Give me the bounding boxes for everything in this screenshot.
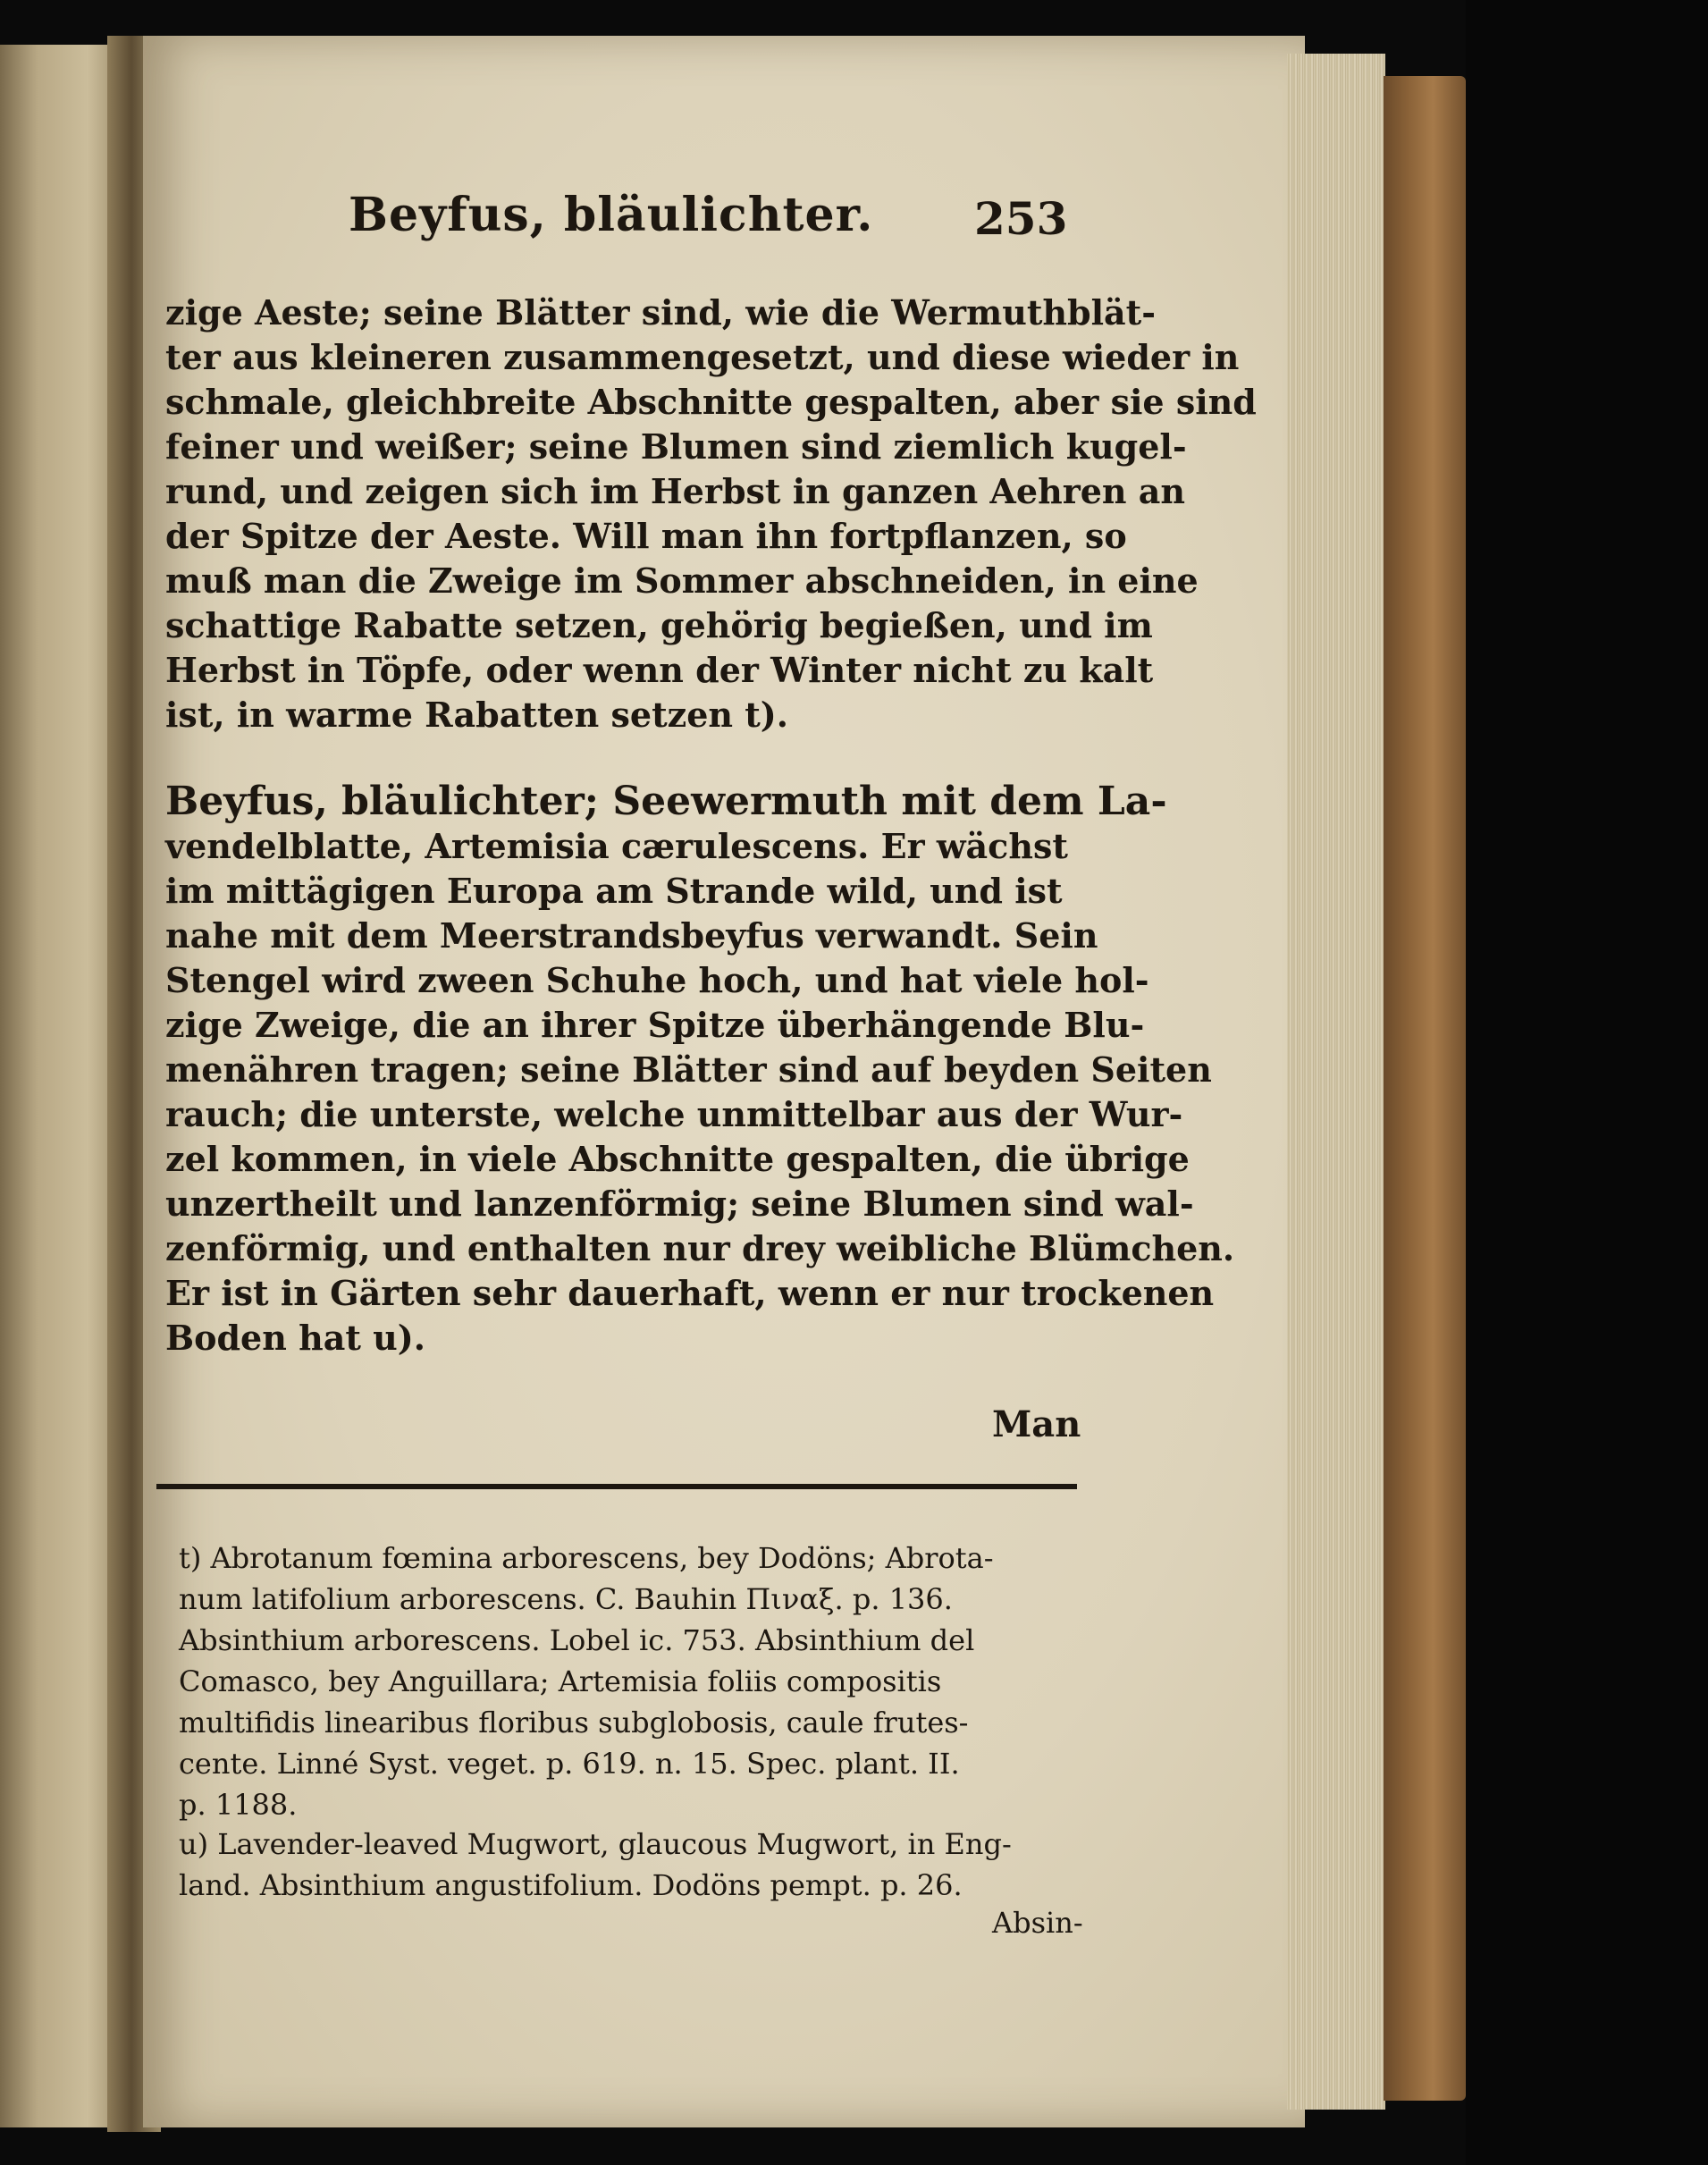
footnote-u	[179, 1824, 1081, 1906]
book-cover-edge	[1384, 76, 1466, 2101]
text-line: Er ist in Gärten sehr dauerhaft, wenn er nur trockenen	[165, 1273, 1215, 1313]
entry-heading-line: Beyfus, bläulichter; Seewermuth mit dem La-	[165, 779, 1167, 824]
left-page-edge	[0, 45, 125, 2127]
text-line: unzertheilt und lanzenförmig; seine Blumen sind wal-	[165, 1184, 1194, 1224]
text-line: zige Zweige, die an ihrer Spitze überhängende Blu-	[165, 1005, 1145, 1045]
catchword: Man	[992, 1403, 1081, 1445]
footnote-line: Comasco, bey Anguillara; Artemisia foliis compositis	[179, 1664, 942, 1698]
page-number: 253	[974, 192, 1068, 245]
footnote-line: Absinthium arborescens. Lobel ic. 753. Absinthium del	[179, 1623, 975, 1657]
text-line: rund, und zeigen sich im Herbst in ganzen Aehren an	[165, 471, 1186, 511]
footnote-line: num latifolium arborescens. C. Bauhin Πιναξ. p. 136.	[179, 1582, 953, 1616]
text-line: ist, in warme Rabatten setzen t).	[165, 695, 789, 735]
text-line: der Spitze der Aeste. Will man ihn fortpflanzen, so	[165, 516, 1127, 556]
footnote-line: u) Lavender-leaved Mugwort, glaucous Mugwort, in Eng-	[179, 1827, 1012, 1861]
text-line: ter aus kleineren zusammengesetzt, und diese wieder in	[165, 337, 1240, 377]
footnote-line: multifidis linearibus floribus subglobosis, caule frutes-	[179, 1706, 969, 1740]
paragraph-continuation	[165, 291, 1257, 737]
footnote-line: cente. Linné Syst. veget. p. 619. n. 15. Spec. plant. II.	[179, 1747, 960, 1781]
text-line: menähren tragen; seine Blätter sind auf beyden Seiten	[165, 1049, 1212, 1090]
text-line: schmale, gleichbreite Abschnitte gespalten, aber sie sind	[165, 382, 1257, 422]
text-line: vendelblatte, Artemisia cærulescens. Er wächst	[165, 826, 1068, 866]
text-line: Herbst in Töpfe, oder wenn der Winter nicht zu kalt	[165, 650, 1154, 690]
text-line: rauch; die unterste, welche unmittelbar aus der Wur-	[165, 1094, 1183, 1134]
page-edges	[1287, 54, 1385, 2110]
text-line: schattige Rabatte setzen, gehörig begießen, und im	[165, 605, 1153, 645]
text-line: nahe mit dem Meerstrandsbeyfus verwandt. Sein	[165, 915, 1098, 956]
text-line: feiner und weißer; seine Blumen sind ziemlich kugel-	[165, 426, 1187, 467]
entry-paragraph	[165, 779, 1235, 1360]
text-line: im mittägigen Europa am Strande wild, und ist	[165, 871, 1063, 911]
footnote-catchword: Absin-	[992, 1906, 1083, 1940]
footnote-t	[179, 1537, 1081, 1825]
footnote-line: p. 1188.	[179, 1788, 298, 1822]
background-shadow	[1466, 0, 1708, 2165]
text-line: Boden hat u).	[165, 1318, 425, 1358]
footnote-line: land. Absinthium angustifolium. Dodöns pempt. p. 26.	[179, 1868, 963, 1902]
text-line: muß man die Zweige im Sommer abschneiden, in eine	[165, 560, 1199, 601]
footnote-line: t) Abrotanum fœmina arborescens, bey Dodöns; Abrota-	[179, 1541, 994, 1575]
text-line: zenförmig, und enthalten nur drey weibliche Blümchen.	[165, 1228, 1235, 1268]
text-line: Stengel wird zween Schuhe hoch, und hat viele hol-	[165, 960, 1149, 1000]
footnote-rule	[156, 1484, 1077, 1489]
text-line: zige Aeste; seine Blätter sind, wie die Wermuthblät-	[165, 292, 1156, 333]
running-head: Beyfus, bläulichter.	[349, 188, 874, 242]
text-line: zel kommen, in viele Abschnitte gespalten, die übrige	[165, 1139, 1190, 1179]
